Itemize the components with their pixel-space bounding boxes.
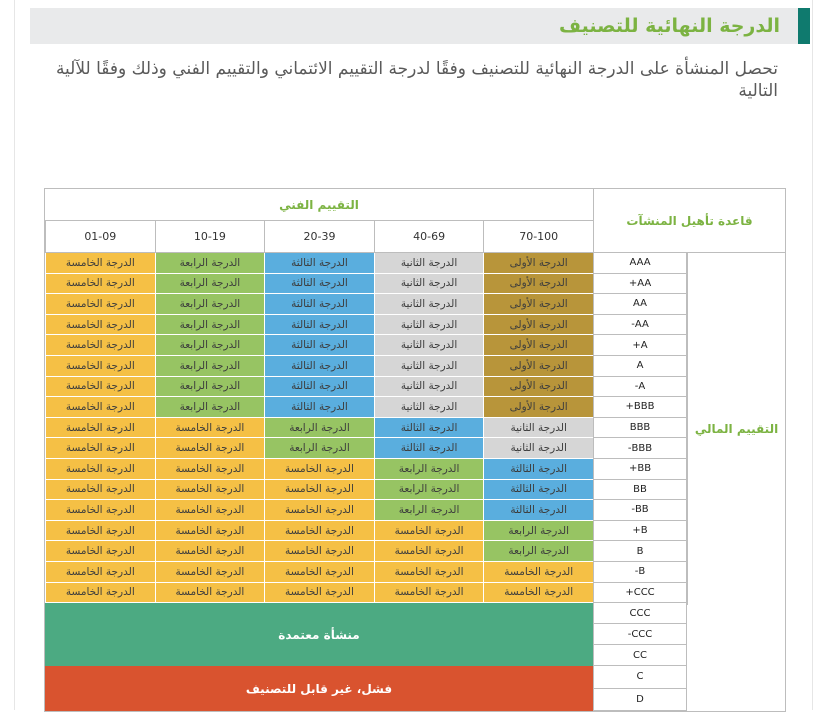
grade-cell: الدرجة الثالثة <box>264 315 374 336</box>
financial-rating: B+ <box>593 521 687 542</box>
grade-cell: الدرجة الأولى <box>483 315 593 336</box>
grade-cell: الدرجة الرابعة <box>155 397 265 418</box>
financial-rating: A <box>593 356 687 377</box>
financial-rating: A- <box>593 377 687 398</box>
financial-rating: AA- <box>593 315 687 336</box>
grade-cell: الدرجة الثانية <box>374 253 484 274</box>
technical-range-header: 70-100 <box>483 221 593 253</box>
technical-range-header: 40-69 <box>374 221 484 253</box>
grade-cell: الدرجة الخامسة <box>264 521 374 542</box>
grade-cell: الدرجة الثالثة <box>483 480 593 501</box>
grade-cell: الدرجة الخامسة <box>155 583 265 604</box>
grade-cell: الدرجة الثالثة <box>264 377 374 398</box>
financial-rating: CCC <box>593 603 687 624</box>
financial-rating: AAA <box>593 253 687 274</box>
grade-cell: الدرجة الخامسة <box>374 562 484 583</box>
grade-cell: الدرجة الخامسة <box>45 562 155 583</box>
intro-paragraph: تحصل المنشأة على الدرجة النهائية للتصنيف وفقًا لدرجة التقييم الائتماني والتقييم الفني وذلك وفقًا للآلية التالية <box>55 59 778 101</box>
financial-rating: AA <box>593 294 687 315</box>
grade-cell: الدرجة الرابعة <box>155 315 265 336</box>
grade-cell: الدرجة الخامسة <box>45 583 155 604</box>
grade-cell: الدرجة الخامسة <box>155 459 265 480</box>
fail-block: فشل، غير قابل للتصنيف <box>45 666 593 711</box>
grade-cell: الدرجة الثالثة <box>264 335 374 356</box>
grade-cell: الدرجة الثانية <box>483 418 593 439</box>
grade-cell: الدرجة الخامسة <box>374 541 484 562</box>
grade-cell: الدرجة الرابعة <box>155 274 265 295</box>
grade-cell: الدرجة الثالثة <box>483 459 593 480</box>
grade-cell: الدرجة الخامسة <box>45 315 155 336</box>
grade-cell: الدرجة الخامسة <box>264 500 374 521</box>
grade-cell: الدرجة الثانية <box>374 377 484 398</box>
grade-cell: الدرجة الخامسة <box>45 397 155 418</box>
grade-cell: الدرجة الخامسة <box>45 438 155 459</box>
grade-cell: الدرجة الأولى <box>483 253 593 274</box>
grade-cell: الدرجة الخامسة <box>155 562 265 583</box>
grade-cell: الدرجة الخامسة <box>45 480 155 501</box>
grade-cell: الدرجة الأولى <box>483 274 593 295</box>
technical-range-header: 01-09 <box>45 221 155 253</box>
financial-rating: B <box>593 541 687 562</box>
grade-cell: الدرجة الخامسة <box>45 253 155 274</box>
grade-cell: الدرجة الرابعة <box>155 377 265 398</box>
grade-cell: الدرجة الخامسة <box>264 480 374 501</box>
grade-cell: الدرجة الرابعة <box>264 418 374 439</box>
classification-table <box>44 188 786 712</box>
grade-cell: الدرجة الخامسة <box>483 583 593 604</box>
financial-rating: CC <box>593 645 687 666</box>
section-header-accent <box>798 8 810 44</box>
grade-cell: الدرجة الثالثة <box>264 253 374 274</box>
grade-cell: الدرجة الثانية <box>374 294 484 315</box>
grade-cell: الدرجة الثانية <box>374 397 484 418</box>
grade-cell: الدرجة الأولى <box>483 294 593 315</box>
grade-cell: الدرجة الثالثة <box>374 418 484 439</box>
financial-rating: BBB+ <box>593 397 687 418</box>
financial-rating: CCC- <box>593 624 687 645</box>
grade-cell: الدرجة الثالثة <box>264 274 374 295</box>
grade-cell: الدرجة الخامسة <box>264 562 374 583</box>
grade-cell: الدرجة الأولى <box>483 397 593 418</box>
grade-cell: الدرجة الثالثة <box>264 397 374 418</box>
technical-range-header: 20-39 <box>264 221 374 253</box>
grade-cell: الدرجة الرابعة <box>374 459 484 480</box>
grade-cell: الدرجة الخامسة <box>155 500 265 521</box>
grade-cell: الدرجة الرابعة <box>155 356 265 377</box>
grade-cell: الدرجة الخامسة <box>264 541 374 562</box>
financial-label: التقييم المالي <box>687 253 785 605</box>
grade-cell: الدرجة الرابعة <box>264 438 374 459</box>
grade-cell: الدرجة الخامسة <box>155 438 265 459</box>
grade-cell: الدرجة الخامسة <box>45 335 155 356</box>
grade-cell: الدرجة الرابعة <box>155 335 265 356</box>
grade-cell: الدرجة الأولى <box>483 356 593 377</box>
grade-cell: الدرجة الخامسة <box>264 459 374 480</box>
qualification-header: قاعدة تأهيل المنشآت <box>593 189 785 253</box>
financial-rating: BB <box>593 480 687 501</box>
grade-cell: الدرجة الثانية <box>374 315 484 336</box>
grade-cell: الدرجة الخامسة <box>264 583 374 604</box>
grade-cell: الدرجة الخامسة <box>45 356 155 377</box>
grade-cell: الدرجة الخامسة <box>45 294 155 315</box>
approved-block: منشأة معتمدة <box>45 603 593 666</box>
financial-rating: BBB- <box>593 438 687 459</box>
grade-cell: الدرجة الخامسة <box>374 521 484 542</box>
grade-cell: الدرجة الخامسة <box>45 418 155 439</box>
grade-cell: الدرجة الرابعة <box>155 294 265 315</box>
grade-cell: الدرجة الأولى <box>483 377 593 398</box>
financial-rating: BBB <box>593 418 687 439</box>
financial-rating: AA+ <box>593 274 687 295</box>
grade-cell: الدرجة الثانية <box>374 274 484 295</box>
financial-rating: B- <box>593 562 687 583</box>
grade-cell: الدرجة الخامسة <box>483 562 593 583</box>
financial-rating: D <box>593 689 687 711</box>
grade-cell: الدرجة الخامسة <box>45 377 155 398</box>
grade-cell: الدرجة الأولى <box>483 335 593 356</box>
grade-cell: الدرجة الخامسة <box>45 274 155 295</box>
grade-cell: الدرجة الخامسة <box>45 521 155 542</box>
page-border-right <box>812 0 813 710</box>
grade-cell: الدرجة الثالثة <box>264 294 374 315</box>
grade-cell: الدرجة الثالثة <box>483 500 593 521</box>
financial-rating: C <box>593 666 687 688</box>
page-border-left <box>14 0 15 710</box>
grade-cell: الدرجة الخامسة <box>155 541 265 562</box>
grade-cell: الدرجة الثانية <box>374 335 484 356</box>
grade-cell: الدرجة الرابعة <box>374 480 484 501</box>
financial-rating: A+ <box>593 335 687 356</box>
grade-cell: الدرجة الرابعة <box>374 500 484 521</box>
grade-cell: الدرجة الثانية <box>374 356 484 377</box>
grade-cell: الدرجة الرابعة <box>155 253 265 274</box>
grade-cell: الدرجة الرابعة <box>483 521 593 542</box>
financial-rating: CCC+ <box>593 583 687 604</box>
financial-rating: BB- <box>593 500 687 521</box>
grade-cell: الدرجة الخامسة <box>45 459 155 480</box>
grade-cell: الدرجة الثالثة <box>374 438 484 459</box>
grade-cell: الدرجة الرابعة <box>483 541 593 562</box>
grade-cell: الدرجة الخامسة <box>155 480 265 501</box>
grade-cell: الدرجة الخامسة <box>155 521 265 542</box>
page-title: الدرجة النهائية للتصنيف <box>558 15 780 37</box>
grade-cell: الدرجة الخامسة <box>45 541 155 562</box>
grade-cell: الدرجة الثالثة <box>264 356 374 377</box>
grade-cell: الدرجة الثانية <box>483 438 593 459</box>
technical-range-header: 10-19 <box>155 221 265 253</box>
grade-cell: الدرجة الخامسة <box>45 500 155 521</box>
grade-cell: الدرجة الخامسة <box>155 418 265 439</box>
financial-rating: BB+ <box>593 459 687 480</box>
technical-header: التقييم الفني <box>45 189 593 221</box>
grade-cell: الدرجة الخامسة <box>374 583 484 604</box>
